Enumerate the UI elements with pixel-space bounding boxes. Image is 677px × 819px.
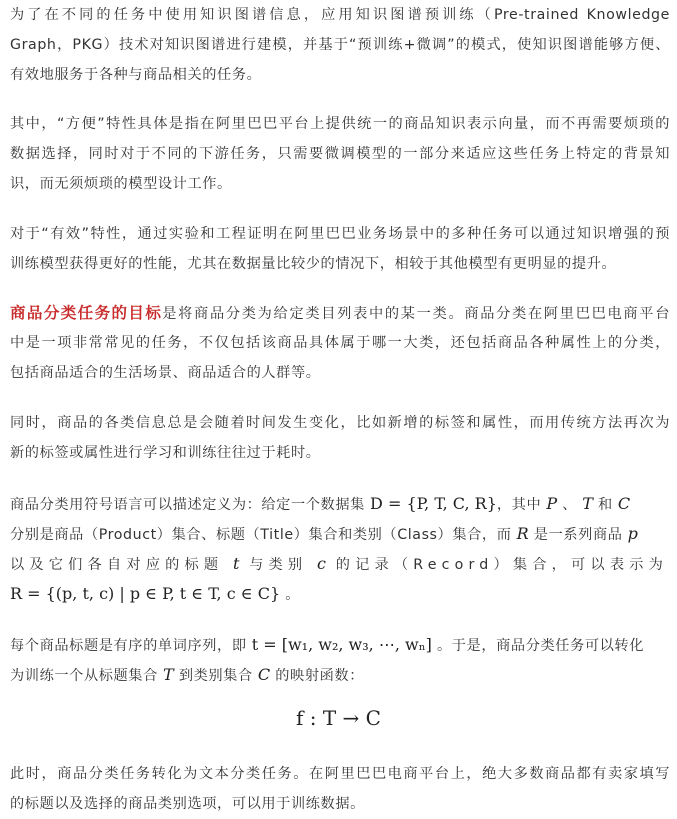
math-record-set: R = {(p, t, c) | p ∈ P, t ∈ T, c ∈ C} [10, 584, 281, 603]
text-line [10, 489, 670, 519]
text-line [10, 549, 670, 579]
text-fragment: 的记录（Record）集合，可以表示为 [335, 557, 668, 573]
text-fragment: 以及它们各自对应的标题 [10, 557, 224, 573]
text-fragment: 和 [597, 497, 613, 513]
math-symbol-C: C [257, 665, 271, 684]
math-symbol-t: t [232, 554, 240, 573]
text-line: 的标题以及选择的商品类别选项，可以用于训练数据。 [10, 796, 365, 812]
math-dataset: D = {P, T, C, R} [370, 494, 497, 513]
text-fragment: 。 [285, 587, 301, 603]
math-symbol-T: T [582, 494, 593, 513]
text-line [10, 579, 670, 609]
text-line: Graph，PKG）技术对知识图谱进行建模，并基于“预训练+微调”的模式，使知识图谱能够方便、 [10, 37, 670, 53]
text-line: 识，而无须烦琐的模型设计工作。 [10, 176, 232, 192]
text-fragment: 、 [562, 497, 578, 513]
text-line: 同时，商品的各类信息总是会随着时间发生变化，比如新增的标签和属性，而用传统方法再次为 [10, 415, 670, 431]
paragraph-definition [10, 489, 670, 609]
text-line: 中是一项非常常见的任务，不仅包括该商品具体属于哪一大类，还包括商品各种属性上的分类， [10, 335, 670, 351]
text-fragment: 是一系列商品 [533, 527, 623, 543]
paragraph-title-sequence [10, 630, 670, 690]
text-line [10, 298, 670, 328]
text-line [10, 660, 670, 690]
text-line [10, 519, 670, 549]
paragraph-text-classification [10, 759, 670, 819]
math-symbol-p: p [627, 524, 638, 543]
text-line: 对于“有效”特性，通过实验和工程证明在阿里巴巴业务场景中的多种任务可以通过知识增强的预 [10, 226, 670, 242]
text-line: 包括商品适合的生活场景、商品适合的人群等。 [10, 365, 321, 381]
text-fragment: 与类别 [249, 557, 308, 573]
text-fragment: 分别是商品（Product）集合、标题（Title）集合和类别（Class）集合，而 [10, 527, 512, 543]
text-line: 此时，商品分类任务转化为文本分类任务。在阿里巴巴电商平台上，绝大多数商品都有卖家填写 [10, 766, 670, 782]
paragraph-effectiveness [10, 219, 670, 279]
text-line: 训练模型获得更好的性能，尤其在数据量比较少的情况下，相较于其他模型有更明显的提升。 [10, 256, 617, 272]
text-line: 为了在不同的任务中使用知识图谱信息，应用知识图谱预训练（Pre-trained Knowledge [10, 7, 670, 23]
paragraph-pkg-intro [10, 0, 670, 90]
text-fragment: 每个商品标题是有序的单词序列，即 [10, 638, 247, 654]
text-fragment: 到类别集合 [178, 668, 253, 684]
paragraph-classification-goal [10, 298, 670, 388]
text-line: 数据选择，同时对于不同的下游任务，只需要微调模型的一部分来适应这些任务上特定的背景知 [10, 146, 670, 162]
math-symbol-c: c [317, 554, 326, 573]
paragraph-convenience [10, 109, 670, 199]
text-fragment: 商品分类用符号语言可以描述定义为：给定一个数据集 [10, 497, 365, 513]
text-fragment: 为训练一个从标题集合 [10, 668, 158, 684]
text-line: 有效地服务于各种与商品相关的任务。 [10, 67, 262, 83]
paragraph-time-changes [10, 408, 670, 468]
mapping-formula: f : T → C [296, 706, 381, 730]
text-line: 新的标签或属性进行学习和训练往往过于耗时。 [10, 445, 321, 461]
text-fragment: 。于是，商品分类任务可以转化 [436, 638, 645, 654]
math-symbol-T: T [163, 665, 174, 684]
text-fragment: 的映射函数： [275, 668, 364, 684]
text-line [10, 630, 670, 660]
highlight-goal: 商品分类任务的目标 [10, 304, 163, 322]
math-symbol-R: R [516, 524, 529, 543]
text-fragment: ，其中 [496, 497, 542, 513]
math-symbol-C: C [617, 494, 631, 513]
math-symbol-P: P [546, 494, 558, 513]
text-line: 其中，“方便”特性具体是指在阿里巴巴平台上提供统一的商品知识表示向量，而不再需要烦琐的 [10, 116, 670, 132]
math-title-sequence: t = [w₁, w₂, w₃, ⋯, wₙ] [251, 635, 432, 654]
text-fragment: 是将商品分类为给定类目列表中的某一类。商品分类在阿里巴巴电商平台 [162, 306, 670, 322]
